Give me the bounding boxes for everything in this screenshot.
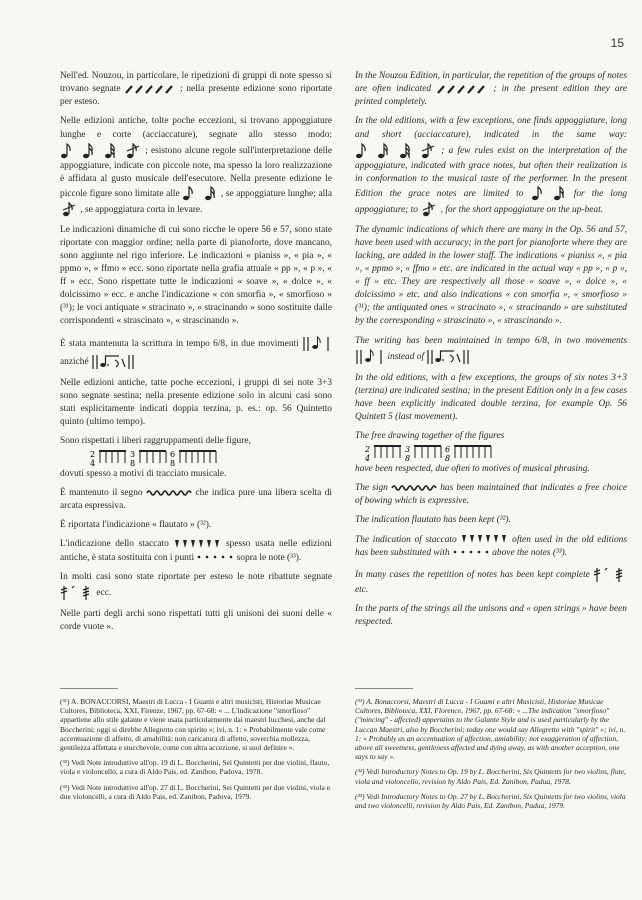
wavy-line-icon — [391, 483, 437, 493]
repetition-slashes-icon — [436, 83, 488, 95]
italian-paragraph-7 — [60, 487, 332, 513]
text-segment: In the Nouzou Edition, in particular, the repetition of the groups of notes are often indicated — [355, 71, 627, 95]
wavy-line-icon — [146, 488, 192, 498]
grace-notes-icon — [355, 142, 437, 160]
text-segment: ; nella presente edizione sono riportate per esteso. — [60, 84, 333, 108]
text-segment: for the long appoggiature; to — [355, 188, 628, 215]
text-segment: Nelle edizioni antiche, tolte poche eccezioni, si trovano appoggiature lunghe e corte (acciaccature), segnate allo stesso modo: — [60, 116, 332, 140]
text-segment: È stata mantenuta la scrittura in tempo 6/8, in due movimenti — [60, 338, 299, 349]
text-segment: spesso usata nelle edizioni antiche, è stata sostituita con i punti — [60, 539, 332, 563]
text-segment: The free drawing together of the figures — [355, 431, 505, 442]
grace-notes-icon — [531, 186, 567, 202]
text-segment: che indica pure una libera scelta di arcata espressiva. — [60, 488, 333, 512]
grace-notes-icon — [182, 186, 218, 202]
english-paragraph-5: In the old editions, with a few exceptions, the groups of six notes 3+3 (terzina) are indicated sestina; in the present Edition only in a few cases have been explicitly indicated double terzina, for example Op. 56 Quintett 5 (last movement). — [355, 372, 627, 422]
text-segment: sopra le note (³³). — [236, 552, 302, 563]
italian-paragraph-9 — [60, 538, 332, 564]
text-segment: L'indicazione dello staccato — [60, 539, 169, 550]
footnote-divider — [355, 688, 413, 689]
italian-paragraph-4 — [60, 335, 332, 371]
english-paragraph-6 — [355, 430, 627, 476]
italian-paragraph-2 — [60, 115, 332, 217]
text-segment: , se appoggiature lunghe; alla — [220, 188, 332, 199]
meter-notation-icon — [355, 348, 385, 366]
english-paragraph-11: In the parts of the strings all the unisons and « open strings » have been respected. — [355, 603, 627, 627]
text-segment: Sono rispettati i liberi raggruppamenti delle figure, — [60, 435, 251, 446]
text-segment: The sign — [355, 483, 388, 494]
italian-paragraph-5: Nelle edizioni antiche, tatte poche eccezioni, i gruppi di sei note 3+3 sono segnate sestina; nella presente edizione solo in alcuni casi sono stati esplicitamente indicati doppia terzina, p. es.: op. 56 Quintetto quinto (ultimo tempo). — [60, 377, 332, 427]
text-segment: È mantenuto il segno — [60, 488, 143, 499]
footnote-31: (³¹) A. Bonaccorsi, Maestri di Lucca - I Guami e altri Musicisti, Historiae Musicae Cultores, Biblioteca, XXI, Florence, 1967, pp. 67-68: « ...The indication "smorfioso" ("mincing" - affected) appertains to the Galante Style and is used particularly by the Luccan Maestri, also by Boccherini; today one would say Allegretto with "spirit" »; ivi, n. 1: « Probably as an accentuation of affection, amiability; not exaggeration of affection, above all sweetness, gentleness affected and dying away, as with another acception, one says to say ». — [355, 697, 626, 762]
italian-paragraph-3: Le indicazioni dinamiche di cui sono ricche le opere 56 e 57, sono state riportate con maggior ordine; nella parte di pianoforte, dove mancano, sono aggiunte nel rigo inferiore. Le indicazioni « pianiss », « pia », « ppmo », « ffmo » ecc. sono riportate nella grafia attuale « pp », « p », « ff » ecc. Sono rispettate tutte le indicazioni « soave », « dolce », « dolcissimo » ecc. e anche l'indicazione « con smorfia », « smorfioso » (³¹); le voci antiquate « stracinato », « stracinando » sono sostituite dalle corrispondenti « strascinato », « strascinando ». — [60, 224, 332, 327]
footnote-31: (³¹) A. BONACCORSI, Maestri di Lucca - I Guami e altri musicisti, Historiae Musicae Cultores, Biblioteca, XXI, Firenze, 1967, pp. 67-68: « ... L'indicazione "smorfioso" appartiene allo stile galante e viene usata particolarmente dai maestri lucchesi, anche dal Boccherini; oggi si direbbe Allegretto con spirito »; ivi, n. 1: « Probabilmente vale come accentuazione di affetto, di amabilità; non caricatura di affetto, soverchia mollezza, gentilezza affettata e stucchevole, come con altra accezione, si suol definire ». — [60, 697, 326, 753]
acciaccatura-icon — [60, 202, 78, 218]
acciaccatura-icon — [420, 202, 438, 218]
text-segment: In many cases the repetition of notes has been kept complete — [355, 569, 590, 580]
english-paragraph-1 — [355, 70, 627, 109]
text-segment: dovuti spesso a motivi di tracciato musicale. — [60, 469, 227, 480]
footnote-33: (³³) Vedi Note introduttive all'op. 27 di L. Boccherini, Sei Quintetti per due violini, viola e due violoncelli, a cura di Aldo Pais, ed. Zanibon, Padova, 1979. — [60, 782, 331, 801]
english-paragraph-9 — [355, 534, 627, 560]
staccato-dots-icon — [196, 552, 234, 562]
staccato-wedges-icon — [173, 539, 221, 549]
english-paragraph-10 — [355, 566, 627, 597]
italian-paragraph-8: È riportata l'indicazione « flautato » (³²). — [60, 520, 212, 531]
text-segment: have been respected, due often to motives of musical phrasing. — [355, 464, 590, 475]
meter-notation-icon — [302, 335, 332, 353]
text-segment: has been maintained that indicates a free choice of bowing which is expressive. — [355, 483, 628, 507]
text-segment: Nell'ed. Nouzou, in particolare, le ripetizioni di gruppi di note spesso si trovano segnate — [60, 71, 332, 95]
staccato-wedges-icon — [460, 534, 508, 544]
page-number: 15 — [610, 36, 624, 50]
text-segment: ; in the present edition they are printed completely. — [355, 84, 628, 108]
english-paragraph-4 — [355, 335, 627, 366]
english-column — [355, 70, 627, 635]
text-segment: In the old editions, with a few exceptions, one finds appoggiature, long and short (acciaccature), indicated in the same way: — [355, 116, 627, 140]
staccato-dots-icon — [452, 547, 490, 557]
english-paragraph-7 — [355, 482, 627, 508]
text-segment: ecc. — [96, 587, 112, 598]
grace-notes-icon — [60, 142, 142, 160]
text-segment: above the notes (³³). — [492, 547, 568, 558]
repeated-notes-icon — [593, 566, 627, 584]
text-segment: , se appoggiatura corta in levare. — [80, 204, 203, 215]
footnote-32: (³²) Vedi Note introduttive all'op. 19 di L. Boccherini, Sei Quintetti per due violini, flauto, viola e violoncello, a cura di Aldo Pais, ed. Zanibon, Padova, 1978. — [60, 758, 330, 777]
meter-notation-icon — [426, 348, 472, 366]
text-segment: anziché — [60, 356, 89, 367]
text-segment: In molti casi sono state riportate per esteso le note ribattute segnate — [60, 571, 332, 582]
english-paragraph-2 — [355, 115, 627, 217]
meter-notation-icon — [91, 353, 137, 371]
repeated-notes-icon — [60, 584, 94, 602]
italian-paragraph-6 — [60, 435, 332, 481]
italian-column — [60, 70, 332, 640]
text-segment: ; esistono alcune regole sull'interpretazione delle appoggiature, indicate con piccole note, ma spesso la loro realizzazione è affidata al gusto musicale dell'esecutore. Nella presente edizione le piccole figure sono limitate alle — [60, 145, 332, 199]
english-footnotes — [355, 688, 627, 816]
text-segment: etc. — [355, 584, 369, 595]
footnote-33: (³³) Vedi Introductory Notes to Op. 27 by L. Boccherini, Six Quintetts for two violins, viola and two violoncelli, revision by Aldo Pais, Ed. Zanibon, Padua, 1979. — [355, 791, 626, 811]
text-segment: instead of — [387, 351, 425, 362]
repetition-slashes-icon — [124, 83, 176, 95]
text-segment: , for the short appoggiature on the up-beat. — [440, 204, 604, 215]
text-segment: often used in the old editions has been substituted with — [355, 534, 627, 558]
italian-footnotes — [60, 688, 332, 807]
footnote-divider — [60, 688, 118, 689]
italian-paragraph-11: Nelle parti degli archi sono rispettati tutti gli unisoni dei suoni delle « corde vuote ». — [60, 608, 332, 632]
english-paragraph-3: The dynamic indications of which there are many in the Op. 56 and 57, have been used with accuracy; in the part for pianoforte where they are lacking, are added in the lower staff. The indications « pianiss », « pia », « ppmo », « ffmo » etc. are indicated in the actual way « pp », « p », « ff » etc. They are respectively all those « soave », « dolce », « dolcissimo » etc. and also indications « con smorfia », « smorfioso » (³¹); the antiquated ones « stracinato », « stracinando » are substituted by the corresponding « strascinato », « strascinando ». — [355, 224, 627, 327]
note-groupings-icon — [365, 443, 495, 463]
italian-paragraph-10 — [60, 571, 332, 602]
text-segment: The indication of staccato — [355, 534, 457, 545]
note-groupings-icon — [90, 448, 220, 468]
text-segment: The writing has been maintained in tempo 6/8, in two movements — [355, 335, 627, 346]
italian-paragraph-1 — [60, 70, 332, 109]
english-paragraph-8: The indication flautato has been kept (³²). — [355, 515, 511, 526]
text-segment: ; a few rules exist on the interpretation of the appoggiature, indicated with grace notes, but often their realization is in conformation to the musical taste of the performer. In the present Edition the grace notes are limited to — [355, 145, 627, 199]
footnote-32: (³²) Vedi Introductory Notes to Op. 19 by L. Boccherini, Six Quintetts for two violins, flute, viola and violoncello, revision by Aldo Pais, Ed. Zanibon, Padua, 1978. — [355, 767, 626, 786]
